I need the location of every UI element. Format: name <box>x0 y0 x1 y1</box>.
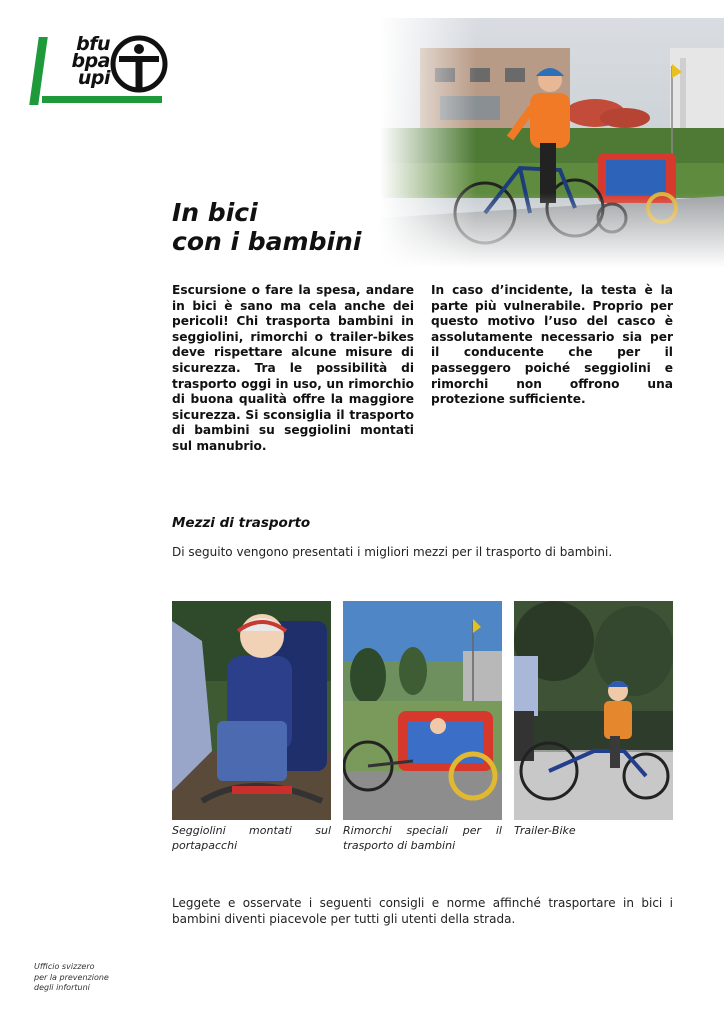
page-title <box>172 198 361 256</box>
photo-child-trailer <box>343 601 502 820</box>
caption-child-trailer: Rimorchi speciali per il trasporto di bambini <box>343 824 502 852</box>
footer-line-3: degli infortuni <box>34 983 90 992</box>
closing-paragraph: Leggete e osservate i seguenti consigli e norme affinché trasportare in bici i bambini diventi piacevole per tutti gli utenti della strada. <box>172 896 673 926</box>
logo-symbol-icon <box>109 34 169 94</box>
intro-paragraph-left: Escursione o fare la spesa, andare in bici è sano ma cela anche dei pericoli! Chi trasporta bambini in seggiolini, rimorchi o trailer-bikes deve rispettare alcune misure di sicurezza. Tra le possibilità di trasporto oggi in uso, un rimorchio di buona qualità offre la maggiore sicurezza. Si sconsiglia il trasporto di bambini su seggiolini montati sul manubrio. <box>172 283 414 453</box>
section-heading: Mezzi di trasporto <box>172 515 311 531</box>
title-line-1: In bici <box>172 198 258 227</box>
section-lead-text: Di seguito vengono presentati i migliori mezzi per il trasporto di bambini. <box>172 545 613 559</box>
title-line-2: con i bambini <box>172 227 362 256</box>
footer-line-2: per la prevenzione <box>34 972 109 982</box>
logo-green-underline <box>42 96 162 103</box>
logo-wordmark <box>50 33 110 89</box>
footer-line-1: Ufficio svizzero <box>34 962 95 971</box>
logo-line-3: upi <box>77 67 110 89</box>
photo-trailer-bike <box>514 601 673 820</box>
caption-rear-child-seat: Seggiolini montati sul portapacchi <box>172 824 331 852</box>
logo-line-2: bpa <box>71 50 110 72</box>
bfu-logo <box>34 34 169 106</box>
logo-green-bar <box>29 37 48 105</box>
logo-line-1: bfu <box>76 33 110 55</box>
footer-organization <box>34 962 109 994</box>
caption-trailer-bike: Trailer-Bike <box>514 824 576 837</box>
hero-photo-cyclist-trailer <box>380 18 724 268</box>
photo-rear-child-seat <box>172 601 331 820</box>
intro-paragraph-right: In caso d’incidente, la testa è la parte più vulnerabile. Proprio per questo motivo l’uso del casco è assolutamente necessario sia per il conducente che per il passeggero poiché seggiolini e rimorchi non offrono una protezione sufficiente. <box>431 283 673 407</box>
